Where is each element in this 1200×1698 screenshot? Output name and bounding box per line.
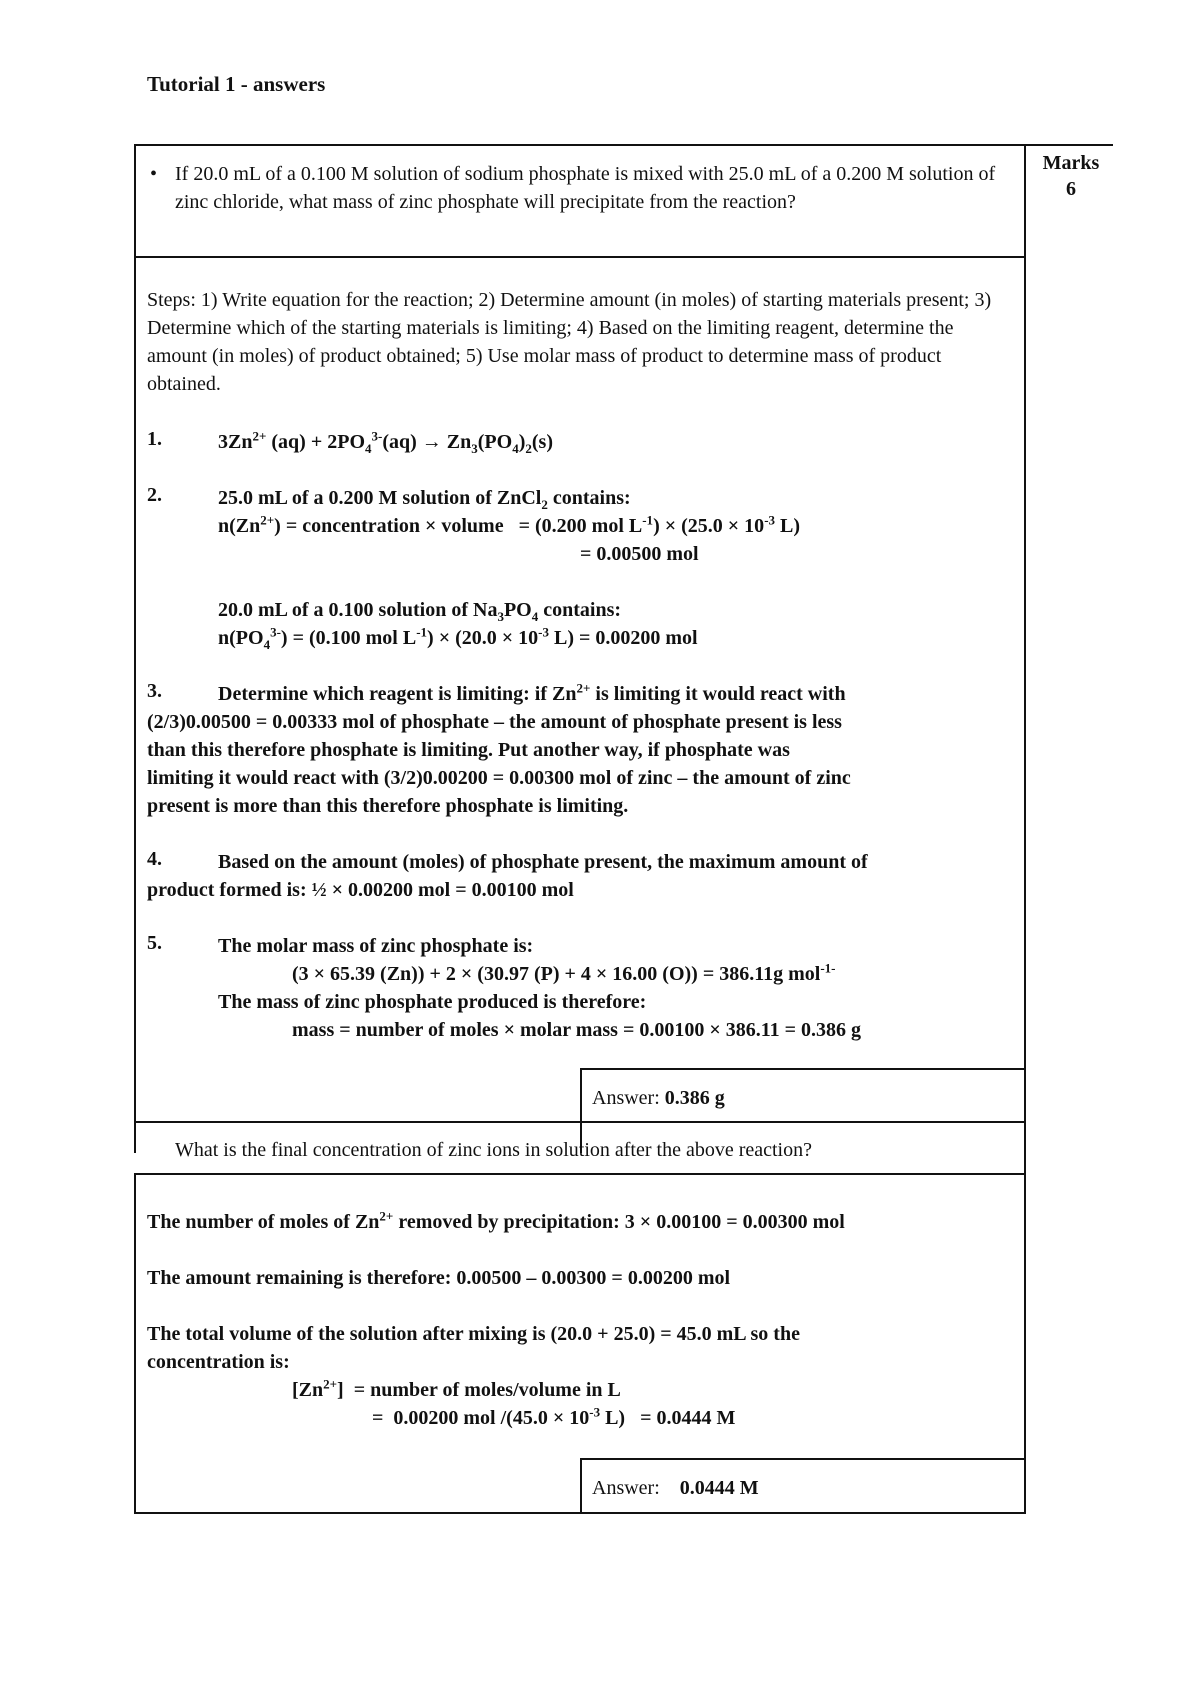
- solution2-line6: = 0.00200 mol $/(45.0 \times 10^{-3}$ L) = 0.0444 M: [372, 1404, 736, 1429]
- question1-text: If 20.0 mL of a 0.100 M solution of sodium phosphate is mixed with 25.0 mL of a 0.200 M solution of zinc chloride, what mass of zinc phosphate will precipitate from the reaction?: [175, 163, 996, 213]
- marks-label: Marks: [1042, 152, 1100, 174]
- step4-line1: Based on the amount (moles) of phosphate present, the maximum amount of: [218, 851, 868, 873]
- step2-line1-end: contains:: [547, 487, 631, 509]
- question2-text: What is the final concentration of zinc ions in solution after the above reaction?: [175, 1139, 812, 1161]
- reaction-equation: $3Zn^{2+}$ $(aq) + 2PO_4^{3-}(aq) \to Zn_3(PO_4)_2(s)$: [218, 428, 553, 456]
- step3-line4: limiting it would react with (3/2)0.00200 = 0.00300 mol of zinc – the amount of zinc: [147, 767, 851, 789]
- answer2-value: 0.0444 M: [679, 1477, 759, 1499]
- step5-number: 5.: [147, 932, 162, 954]
- answer2-top-border: [580, 1458, 1026, 1460]
- step5-line2: (3 × 65.39 (Zn)) + 2 × (30.97 (P) + 4 × 16.00 (O)) = 386.11g mol$^{-1-}$: [292, 960, 836, 985]
- answer2-left-border: [580, 1458, 582, 1514]
- answer1-label: Answer:: [592, 1087, 665, 1109]
- step2-number: 2.: [147, 484, 162, 506]
- step3-text-a: Determine which reagent is limiting: if Zn: [218, 683, 577, 705]
- solution1-bottom-border: [134, 1121, 1026, 1123]
- marks-header: [1036, 150, 1106, 202]
- solution2-line1-a: The number of moles of Zn: [147, 1211, 380, 1233]
- step2-line2: $n(Zn^{2+})$ = concentration × volume = (0.200 mol $L^{-1}) \times (25.0 \times 10^{-3}$ L): [218, 512, 801, 537]
- solution2-top-border: [134, 1173, 1026, 1175]
- step2-line4: 20.0 mL of a 0.100 solution of $Na_3PO_4$ contains:: [218, 599, 622, 624]
- solution2-line1: The number of moles of $Zn^{2+}$ removed by precipitation: 3 × 0.00100 = 0.00300 mol: [147, 1208, 845, 1233]
- page-title: Tutorial 1 - answers: [147, 72, 326, 96]
- steps-intro: Steps: 1) Write equation for the reaction; 2) Determine amount (in moles) of starting materials present; 3) Determine which of the starting materials is limiting; 4) Based on the limiting reagent, determine the amount (in moles) of product obtained; 5) Use molar mass of product to determine mass of product obtained.: [147, 289, 992, 395]
- solution2-line5-b: = number of moles/volume in L: [353, 1379, 621, 1401]
- step3-number: 3.: [147, 680, 162, 702]
- answer2-label: Answer:: [592, 1477, 660, 1499]
- solution2-line5: $[Zn^{2+}]$ = number of moles/volume in L: [292, 1376, 621, 1401]
- step2-line4-end: contains:: [538, 599, 622, 621]
- step2-line4-text: 20.0 mL of a 0.100 solution of Na: [218, 599, 498, 621]
- answer1-top-border: [580, 1068, 1026, 1070]
- answer1-value: 0.386 g: [664, 1087, 725, 1109]
- step2-line5: $n(PO_4^{3-}) = (0.100$ mol $L^{-1}) \times (20.0 \times 10^{-3}$ L) = 0.00200 mol: [218, 624, 698, 652]
- step3-line3: than this therefore phosphate is limiting. Put another way, if phosphate was: [147, 739, 790, 761]
- step5-line1: The molar mass of zinc phosphate is:: [218, 935, 534, 957]
- table-top-border: [134, 144, 1113, 146]
- table-left-border-2: [134, 1173, 136, 1514]
- step2-line1-sub: 2: [541, 497, 548, 512]
- step4-line2: product formed is: ½ × 0.00200 mol = 0.00100 mol: [147, 879, 574, 901]
- bullet-icon: •: [150, 163, 158, 185]
- solution2-line3: The total volume of the solution after mixing is (20.0 + 25.0) = 45.0 mL so the: [147, 1323, 800, 1345]
- step5-line3: The mass of zinc phosphate produced is therefore:: [218, 991, 647, 1013]
- solution2-line2: The amount remaining is therefore: 0.00500 – 0.00300 = 0.00200 mol: [147, 1267, 731, 1289]
- solution2-line4: concentration is:: [147, 1351, 290, 1373]
- step5-line4: mass = number of moles × molar mass = 0.00100 × 386.11 = 0.386 g: [292, 1019, 862, 1041]
- answer1: [592, 1084, 725, 1112]
- marks-value: 6: [1066, 178, 1076, 200]
- step1-number: 1.: [147, 428, 162, 450]
- step3-line5: present is more than this therefore phosphate is limiting.: [147, 795, 629, 817]
- step2-line1: [218, 484, 631, 512]
- question1-bottom-border: [134, 256, 1026, 258]
- step3-line2: (2/3)0.00500 = 0.00333 mol of phosphate – the amount of phosphate present is less: [147, 711, 842, 733]
- step4-number: 4.: [147, 848, 162, 870]
- marks-column-border: [1024, 144, 1026, 1514]
- step2-line3: = 0.00500 mol: [580, 543, 699, 565]
- step3-text-b: is limiting it would react with: [590, 683, 846, 705]
- table-left-border-1: [134, 144, 136, 1153]
- step3-line1: Determine which reagent is limiting: if $Zn^{2+}$ is limiting it would react with: [218, 680, 846, 705]
- solution2-line1-b: removed by precipitation: 3 × 0.00100 = 0.00300 mol: [393, 1211, 845, 1233]
- table-bottom-border: [134, 1512, 1026, 1514]
- answer2: [592, 1474, 759, 1502]
- step2-line1-text: 25.0 mL of a 0.200 M solution of ZnCl: [218, 487, 542, 509]
